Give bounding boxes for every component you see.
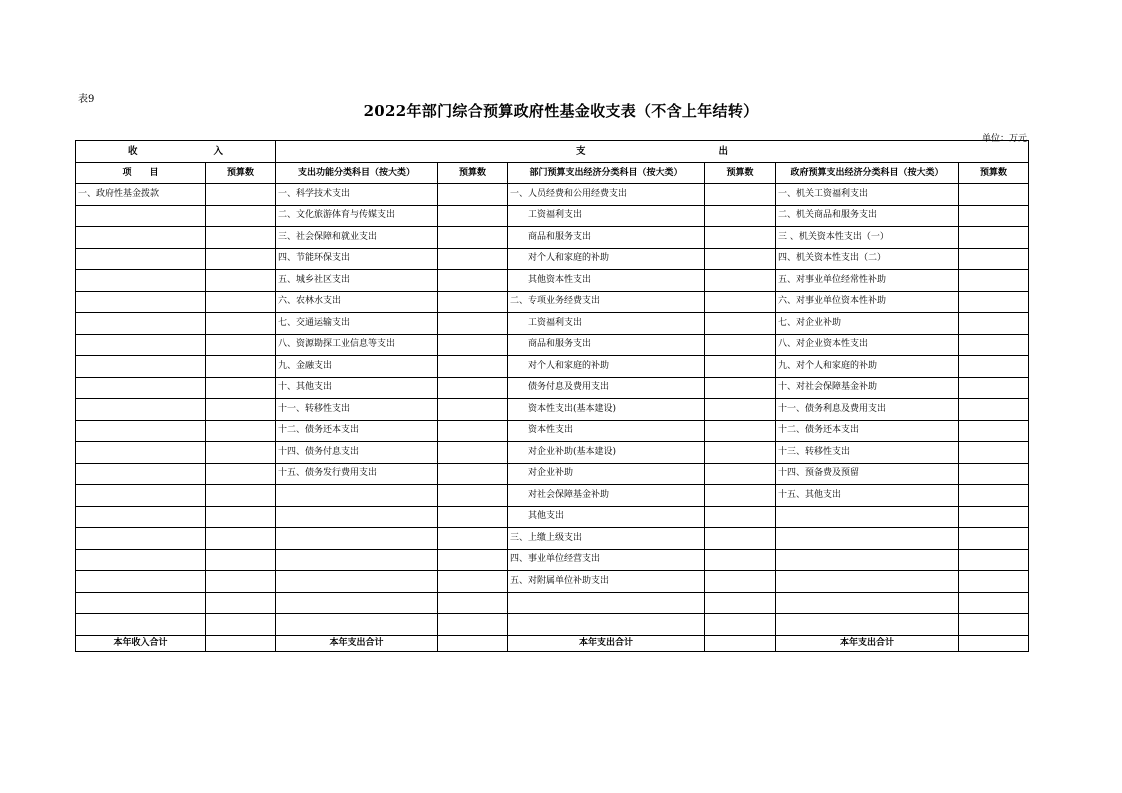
dept-budget-cell — [705, 399, 776, 421]
gov-econ-cell: 一、机关工资福利支出 — [776, 184, 959, 206]
table-row — [76, 485, 1029, 507]
gov-econ-cell — [776, 528, 959, 550]
gov-econ-cell: 十四、预备费及预留 — [776, 463, 959, 485]
func-budget-cell — [438, 571, 508, 593]
gov-budget-cell — [959, 334, 1029, 356]
income-budget-cell — [206, 463, 276, 485]
dept-econ-cell: 商品和服务支出 — [508, 227, 705, 249]
func-class-cell: 十二、债务还本支出 — [276, 420, 438, 442]
header-dept-econ-class: 部门预算支出经济分类科目（按大类） — [508, 163, 705, 184]
header-budget-func: 预算数 — [438, 163, 508, 184]
func-budget-cell — [438, 420, 508, 442]
func-class-cell — [276, 614, 438, 636]
gov-econ-cell: 七、对企业补助 — [776, 313, 959, 335]
gov-budget-cell — [959, 506, 1029, 528]
dept-budget-cell — [705, 334, 776, 356]
income-item-cell — [76, 291, 206, 313]
table-row — [76, 334, 1029, 356]
dept-budget-cell — [705, 442, 776, 464]
gov-econ-cell — [776, 614, 959, 636]
func-class-cell — [276, 506, 438, 528]
dept-econ-cell: 工资福利支出 — [508, 205, 705, 227]
gov-econ-cell: 十一、债务利息及费用支出 — [776, 399, 959, 421]
func-budget-cell — [438, 270, 508, 292]
header-budget-income: 预算数 — [206, 163, 276, 184]
func-budget-cell — [438, 442, 508, 464]
income-budget-cell — [206, 356, 276, 378]
income-item-cell — [76, 227, 206, 249]
func-class-cell: 一、科学技术支出 — [276, 184, 438, 206]
table-row — [76, 442, 1029, 464]
expense-total-label-func: 本年支出合计 — [276, 635, 438, 651]
func-class-cell: 七、交通运输支出 — [276, 313, 438, 335]
func-budget-cell — [438, 205, 508, 227]
dept-budget-cell — [705, 592, 776, 614]
income-budget-cell — [206, 399, 276, 421]
table-row — [76, 399, 1029, 421]
income-budget-cell — [206, 313, 276, 335]
dept-econ-cell: 工资福利支出 — [508, 313, 705, 335]
header-item: 项 目 — [76, 163, 206, 184]
gov-econ-cell: 十五、其他支出 — [776, 485, 959, 507]
func-budget-cell — [438, 356, 508, 378]
dept-budget-cell — [705, 377, 776, 399]
func-budget-cell — [438, 485, 508, 507]
income-budget-cell — [206, 549, 276, 571]
dept-econ-cell: 四、事业单位经营支出 — [508, 549, 705, 571]
func-class-cell — [276, 549, 438, 571]
income-item-cell — [76, 442, 206, 464]
func-budget-cell — [438, 614, 508, 636]
income-budget-cell — [206, 377, 276, 399]
func-class-cell: 十、其他支出 — [276, 377, 438, 399]
dept-econ-cell: 债务付息及费用支出 — [508, 377, 705, 399]
gov-budget-cell — [959, 420, 1029, 442]
gov-budget-cell — [959, 227, 1029, 249]
table-row — [76, 506, 1029, 528]
func-class-cell: 九、金融支出 — [276, 356, 438, 378]
gov-budget-cell — [959, 528, 1029, 550]
table-row — [76, 270, 1029, 292]
income-item-cell — [76, 205, 206, 227]
func-budget-cell — [438, 334, 508, 356]
dept-econ-cell: 其他支出 — [508, 506, 705, 528]
header-budget-dept: 预算数 — [705, 163, 776, 184]
gov-econ-cell: 八、对企业资本性支出 — [776, 334, 959, 356]
income-item-cell — [76, 377, 206, 399]
dept-econ-cell: 其他资本性支出 — [508, 270, 705, 292]
dept-econ-cell: 对企业补助 — [508, 463, 705, 485]
header-func-class: 支出功能分类科目（按大类） — [276, 163, 438, 184]
gov-econ-cell: 十三、转移性支出 — [776, 442, 959, 464]
column-header-row — [76, 163, 1029, 184]
income-item-cell — [76, 399, 206, 421]
gov-econ-cell: 五、对事业单位经常性补助 — [776, 270, 959, 292]
func-class-cell: 六、农林水支出 — [276, 291, 438, 313]
dept-budget-cell — [705, 506, 776, 528]
func-class-cell — [276, 485, 438, 507]
gov-budget-cell — [959, 248, 1029, 270]
table-number: 表9 — [78, 94, 95, 105]
gov-budget-cell — [959, 592, 1029, 614]
func-budget-cell — [438, 463, 508, 485]
gov-econ-cell: 三 、机关资本性支出（一） — [776, 227, 959, 249]
income-item-cell — [76, 592, 206, 614]
gov-budget-cell — [959, 399, 1029, 421]
income-item-cell — [76, 270, 206, 292]
gov-budget-cell — [959, 485, 1029, 507]
func-budget-cell — [438, 184, 508, 206]
expense-total-value-dept — [705, 635, 776, 651]
func-class-cell: 三、社会保障和就业支出 — [276, 227, 438, 249]
gov-budget-cell — [959, 356, 1029, 378]
gov-budget-cell — [959, 614, 1029, 636]
func-class-cell — [276, 528, 438, 550]
table-row — [76, 420, 1029, 442]
func-class-cell: 十一、转移性支出 — [276, 399, 438, 421]
income-budget-cell — [206, 248, 276, 270]
dept-econ-cell: 五、对附属单位补助支出 — [508, 571, 705, 593]
dept-econ-cell: 资本性支出 — [508, 420, 705, 442]
gov-econ-cell — [776, 571, 959, 593]
table-row — [76, 227, 1029, 249]
gov-budget-cell — [959, 571, 1029, 593]
income-item-cell — [76, 549, 206, 571]
func-budget-cell — [438, 248, 508, 270]
func-budget-cell — [438, 528, 508, 550]
income-item-cell — [76, 528, 206, 550]
table-row — [76, 291, 1029, 313]
func-budget-cell — [438, 377, 508, 399]
dept-budget-cell — [705, 227, 776, 249]
dept-econ-cell: 对社会保障基金补助 — [508, 485, 705, 507]
dept-econ-cell — [508, 592, 705, 614]
total-row — [76, 635, 1029, 651]
table-row — [76, 184, 1029, 206]
section-row — [76, 141, 1029, 163]
income-budget-cell — [206, 334, 276, 356]
table-row — [76, 571, 1029, 593]
dept-econ-cell: 三、上缴上级支出 — [508, 528, 705, 550]
table-row — [76, 248, 1029, 270]
gov-econ-cell — [776, 592, 959, 614]
dept-budget-cell — [705, 205, 776, 227]
func-class-cell: 五、城乡社区支出 — [276, 270, 438, 292]
gov-budget-cell — [959, 270, 1029, 292]
income-budget-cell — [206, 614, 276, 636]
expense-section-header: 支 出 — [276, 141, 1029, 163]
income-budget-cell — [206, 592, 276, 614]
income-budget-cell — [206, 485, 276, 507]
gov-budget-cell — [959, 313, 1029, 335]
gov-budget-cell — [959, 463, 1029, 485]
dept-econ-cell: 对企业补助(基本建设) — [508, 442, 705, 464]
table-row — [76, 313, 1029, 335]
dept-budget-cell — [705, 248, 776, 270]
income-budget-cell — [206, 227, 276, 249]
dept-budget-cell — [705, 614, 776, 636]
gov-budget-cell — [959, 291, 1029, 313]
header-budget-gov: 预算数 — [959, 163, 1029, 184]
income-item-cell — [76, 485, 206, 507]
income-budget-cell — [206, 528, 276, 550]
dept-econ-cell: 商品和服务支出 — [508, 334, 705, 356]
income-item-cell — [76, 614, 206, 636]
table-row — [76, 528, 1029, 550]
expense-total-value-gov — [959, 635, 1029, 651]
income-item-cell — [76, 420, 206, 442]
dept-budget-cell — [705, 313, 776, 335]
income-item-cell — [76, 506, 206, 528]
func-budget-cell — [438, 291, 508, 313]
expense-total-label-gov: 本年支出合计 — [776, 635, 959, 651]
func-class-cell: 十五、债务发行费用支出 — [276, 463, 438, 485]
func-budget-cell — [438, 399, 508, 421]
func-class-cell: 二、文化旅游体育与传媒支出 — [276, 205, 438, 227]
income-budget-cell — [206, 270, 276, 292]
func-class-cell — [276, 571, 438, 593]
dept-econ-cell: 资本性支出(基本建设) — [508, 399, 705, 421]
gov-econ-cell — [776, 506, 959, 528]
gov-econ-cell: 六、对事业单位资本性补助 — [776, 291, 959, 313]
gov-econ-cell: 十、对社会保障基金补助 — [776, 377, 959, 399]
expense-total-label-dept: 本年支出合计 — [508, 635, 705, 651]
gov-econ-cell — [776, 549, 959, 571]
income-item-cell — [76, 356, 206, 378]
func-budget-cell — [438, 549, 508, 571]
dept-budget-cell — [705, 184, 776, 206]
table-row — [76, 549, 1029, 571]
func-class-cell — [276, 592, 438, 614]
gov-econ-cell: 四、机关资本性支出（二） — [776, 248, 959, 270]
income-item-cell — [76, 463, 206, 485]
dept-budget-cell — [705, 291, 776, 313]
dept-econ-cell: 对个人和家庭的补助 — [508, 356, 705, 378]
func-class-cell: 四、节能环保支出 — [276, 248, 438, 270]
income-section-header: 收 入 — [76, 141, 276, 163]
dept-budget-cell — [705, 420, 776, 442]
gov-budget-cell — [959, 377, 1029, 399]
expense-total-value-func — [438, 635, 508, 651]
table-row — [76, 205, 1029, 227]
income-budget-cell — [206, 506, 276, 528]
income-item-cell — [76, 334, 206, 356]
dept-budget-cell — [705, 485, 776, 507]
func-budget-cell — [438, 227, 508, 249]
unit-label: 单位：万元 — [981, 134, 1027, 144]
func-budget-cell — [438, 506, 508, 528]
func-class-cell: 十四、债务付息支出 — [276, 442, 438, 464]
dept-budget-cell — [705, 549, 776, 571]
dept-budget-cell — [705, 528, 776, 550]
income-budget-cell — [206, 442, 276, 464]
table-row — [76, 592, 1029, 614]
gov-budget-cell — [959, 205, 1029, 227]
header-gov-econ-class: 政府预算支出经济分类科目（按大类） — [776, 163, 959, 184]
income-item-cell: 一、政府性基金拨款 — [76, 184, 206, 206]
func-budget-cell — [438, 313, 508, 335]
income-total-label: 本年收入合计 — [76, 635, 206, 651]
income-item-cell — [76, 313, 206, 335]
gov-budget-cell — [959, 184, 1029, 206]
table-row — [76, 463, 1029, 485]
dept-econ-cell: 二、专项业务经费支出 — [508, 291, 705, 313]
table-row — [76, 377, 1029, 399]
func-budget-cell — [438, 592, 508, 614]
gov-budget-cell — [959, 442, 1029, 464]
gov-econ-cell: 十二、债务还本支出 — [776, 420, 959, 442]
dept-econ-cell: 对个人和家庭的补助 — [508, 248, 705, 270]
table-row — [76, 614, 1029, 636]
income-budget-cell — [206, 184, 276, 206]
func-class-cell: 八、资源勘探工业信息等支出 — [276, 334, 438, 356]
income-budget-cell — [206, 291, 276, 313]
dept-budget-cell — [705, 270, 776, 292]
dept-budget-cell — [705, 356, 776, 378]
gov-econ-cell: 二、机关商品和服务支出 — [776, 205, 959, 227]
income-budget-cell — [206, 205, 276, 227]
dept-econ-cell — [508, 614, 705, 636]
gov-budget-cell — [959, 549, 1029, 571]
income-item-cell — [76, 248, 206, 270]
income-item-cell — [76, 571, 206, 593]
dept-budget-cell — [705, 463, 776, 485]
table-row — [76, 356, 1029, 378]
income-total-value — [206, 635, 276, 651]
dept-budget-cell — [705, 571, 776, 593]
income-budget-cell — [206, 571, 276, 593]
income-budget-cell — [206, 420, 276, 442]
page-title: 2022年部门综合预算政府性基金收支表（不含上年结转） — [363, 102, 759, 120]
dept-econ-cell: 一、人员经费和公用经费支出 — [508, 184, 705, 206]
budget-table — [75, 140, 1029, 652]
gov-econ-cell: 九、对个人和家庭的补助 — [776, 356, 959, 378]
